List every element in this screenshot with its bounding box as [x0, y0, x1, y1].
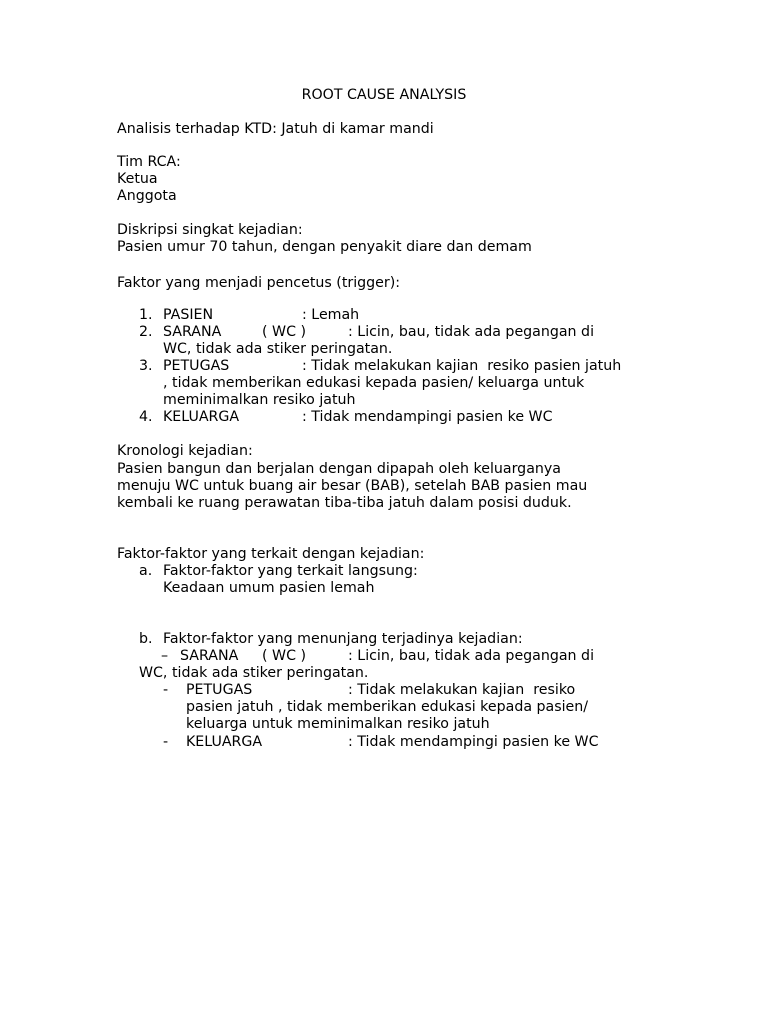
page-title: ROOT CAUSE ANALYSIS: [301, 87, 467, 103]
trigger-item-continuation: meminimalkan resiko jatuh: [163, 392, 356, 408]
chronology-heading: Kronologi kejadian:: [117, 443, 253, 459]
factor-b-item-paren: ( WC ): [262, 648, 307, 664]
analysis-line: Analisis terhadap KTD: Jatuh di kamar mandi: [117, 121, 434, 137]
factor-a-text: Keadaan umum pasien lemah: [163, 580, 375, 596]
trigger-item-label: PETUGAS: [163, 358, 230, 374]
trigger-item-continuation: , tidak memberikan edukasi kepada pasien/ keluarga untuk: [163, 375, 585, 391]
trigger-item-value: : Tidak mendampingi pasien ke WC: [302, 409, 553, 425]
factor-b-item-continuation: WC, tidak ada stiker peringatan.: [139, 665, 369, 681]
factor-b-item-marker: -: [163, 682, 169, 698]
factor-b-item-continuation: keluarga untuk meminimalkan resiko jatuh: [186, 716, 490, 732]
trigger-heading: Faktor yang menjadi pencetus (trigger):: [117, 275, 401, 291]
trigger-item-paren: ( WC ): [262, 324, 307, 340]
team-leader: Ketua: [117, 171, 158, 187]
trigger-item-value: : Tidak melakukan kajian resiko pasien jatuh: [302, 358, 622, 374]
factor-b-item-label: PETUGAS: [186, 682, 253, 698]
team-members: Anggota: [117, 188, 177, 204]
factor-b-marker: b.: [139, 631, 153, 647]
chronology-line: Pasien bangun dan berjalan dengan dipapah oleh keluarganya: [117, 461, 561, 477]
trigger-item-label: KELUARGA: [163, 409, 240, 425]
description-heading: Diskripsi singkat kejadian:: [117, 222, 303, 238]
trigger-item-label: SARANA: [163, 324, 222, 340]
trigger-item-continuation: WC, tidak ada stiker peringatan.: [163, 341, 393, 357]
team-heading: Tim RCA:: [117, 154, 181, 170]
factor-b-item-continuation: pasien jatuh , tidak memberikan edukasi kepada pasien/: [186, 699, 589, 715]
factor-b-item-label: KELUARGA: [186, 734, 263, 750]
factor-b-label: Faktor-faktor yang menunjang terjadinya kejadian:: [163, 631, 523, 647]
chronology-line: kembali ke ruang perawatan tiba-tiba jatuh dalam posisi duduk.: [117, 495, 572, 511]
trigger-item-value: : Lemah: [302, 307, 360, 323]
factors-heading: Faktor-faktor yang terkait dengan kejadian:: [117, 546, 425, 562]
chronology-line: menuju WC untuk buang air besar (BAB), setelah BAB pasien mau: [117, 478, 588, 494]
factor-b-item-value: : Tidak mendampingi pasien ke WC: [348, 734, 599, 750]
factor-b-item-value: : Licin, bau, tidak ada pegangan di: [348, 648, 595, 664]
trigger-item-label: PASIEN: [163, 307, 214, 323]
factor-b-item-marker: -: [163, 734, 169, 750]
trigger-item-number: 2.: [139, 324, 153, 340]
trigger-item-value: : Licin, bau, tidak ada pegangan di: [348, 324, 595, 340]
trigger-item-number: 1.: [139, 307, 153, 323]
description-text: Pasien umur 70 tahun, dengan penyakit diare dan demam: [117, 239, 532, 255]
factor-a-label: Faktor-faktor yang terkait langsung:: [163, 563, 418, 579]
factor-b-item-value: : Tidak melakukan kajian resiko: [348, 682, 576, 698]
factor-a-marker: a.: [139, 563, 153, 579]
factor-b-item-label: SARANA: [180, 648, 239, 664]
factor-b-item-marker: –: [161, 648, 169, 664]
trigger-item-number: 3.: [139, 358, 153, 374]
trigger-item-number: 4.: [139, 409, 153, 425]
